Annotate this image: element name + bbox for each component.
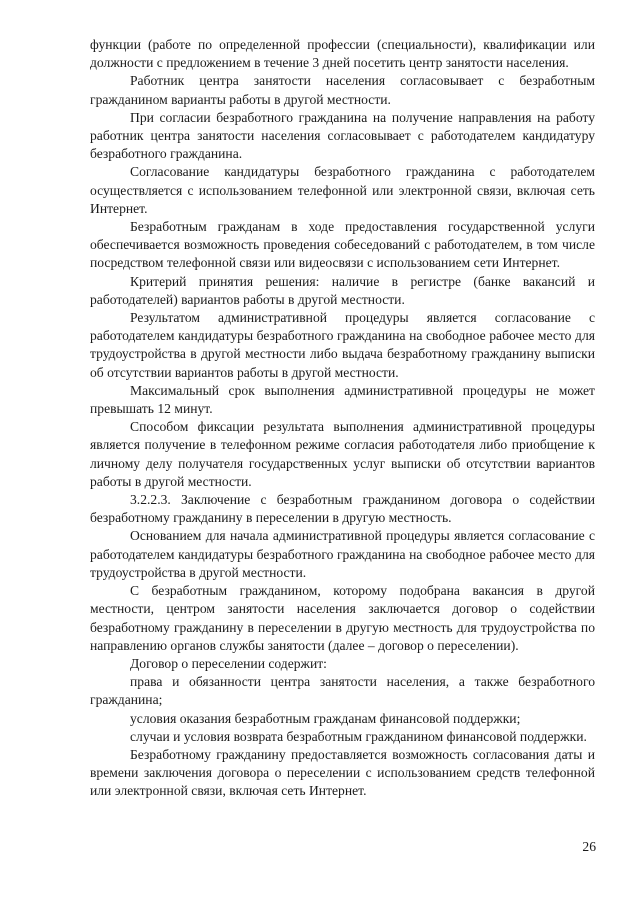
paragraph: Основанием для начала административной процедуры является согласование с работодателем кандидатуры безработного гражданина на свободное рабочее место для трудоустройства в другой местности. — [90, 528, 595, 580]
paragraph: Максимальный срок выполнения административной процедуры не может превышать 12 минут. — [90, 382, 595, 417]
paragraph: Безработному гражданину предоставляется возможность согласования даты и времени заключения договора о переселении с использованием средств телефонной или электронной связи, включая сеть Интернет. — [90, 746, 595, 799]
paragraph: При согласии безработного гражданина на получение направления на работу работник центра занятости населения согласовывает с работодателем кандидатуру безработного гражданина. — [90, 109, 595, 162]
page-number: 26 — [582, 839, 596, 854]
paragraph: Договор о переселении содержит: — [130, 655, 327, 671]
paragraph: Результатом административной процедуры является согласование с работодателем кандидатуры безработного гражданина на свободное рабочее место для трудоустройства в другой местности либо выдача безработному гражданину выписки об отсутствии вариантов работы в другой местности. — [90, 310, 595, 380]
paragraph: Согласование кандидатуры безработного гражданина с работодателем осуществляется с использованием телефонной или электронной связи, включая сеть Интернет. — [90, 164, 595, 216]
paragraph: Безработным гражданам в ходе предоставления государственной услуги обеспечивается возможность проведения собеседований с работодателем, в том числе посредством телефонной связи или видеосвязи с использованием сети Интернет. — [90, 219, 595, 271]
paragraph: Критерий принятия решения: наличие в регистре (банке вакансий и работодателей) вариантов работы в другой местности. — [90, 273, 595, 307]
list-item: права и обязанности центра занятости населения, а также безработного гражданина; — [90, 674, 595, 708]
section-heading-paragraph: 3.2.2.3. Заключение с безработным гражданином договора о содействии безработному гражданину в переселении в другую местность. — [90, 492, 595, 526]
list-item: условия оказания безработным гражданам финансовой поддержки; — [130, 710, 521, 726]
paragraph: Способом фиксации результата выполнения административной процедуры является получение в телефонном режиме согласия работодателя либо приобщение к личному делу получателя государственных услуг выписки об отсутствии вариантов работы в другой местности. — [90, 419, 595, 489]
document-body — [90, 36, 595, 801]
paragraph: функции (работе по определенной профессии (специальности), квалификации или должности с предложением в течение 3 дней посетить центр занятости населения. — [90, 37, 595, 71]
paragraph: С безработным гражданином, которому подобрана вакансия в другой местности, центром занятости населения заключается договор о содействии безработному гражданину в переселении в другую местность для трудоустройства по направлению органов службы занятости (далее – договор о переселении). — [90, 583, 595, 653]
paragraph: Работник центра занятости населения согласовывает с безработным гражданином варианты работы в другой местности. — [90, 73, 595, 107]
list-item: случаи и условия возврата безработным гражданином финансовой поддержки. — [130, 728, 587, 744]
